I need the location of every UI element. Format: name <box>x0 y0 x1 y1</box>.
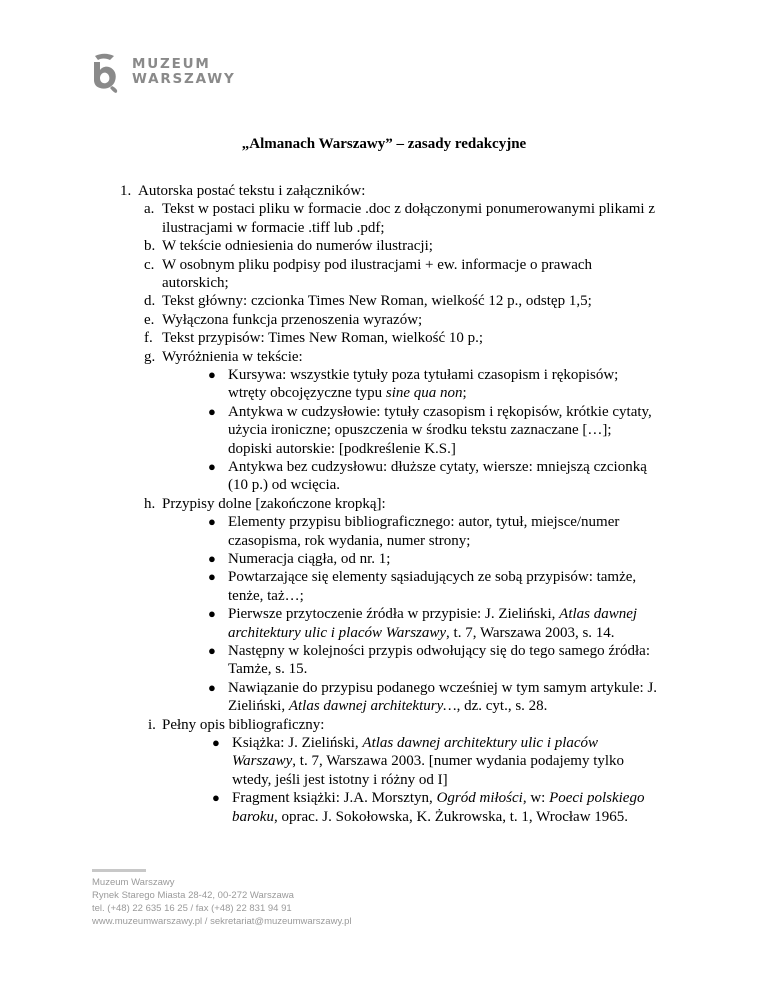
list-letter: f. <box>144 330 153 347</box>
bullet-line <box>0 771 768 789</box>
list-item-h <box>0 495 768 513</box>
bullet-item <box>0 403 768 421</box>
list-text: autorskich; <box>162 275 229 291</box>
bullet-item <box>0 568 768 586</box>
bullet-icon: ● <box>208 514 216 530</box>
bullet-item <box>0 642 768 660</box>
list-item-c <box>0 256 768 274</box>
list-text: Wyłączona funkcja przenoszenia wyrazów; <box>162 311 423 328</box>
list-item-a <box>0 200 768 218</box>
bullet-text: , t. 7, Warszawa 2003, s. 14. <box>446 624 615 641</box>
bullet-icon: ● <box>208 679 216 695</box>
bullet-text: Książka: J. Zieliński, <box>232 735 363 751</box>
list-text: Tekst przypisów: Times New Roman, wielkość 10 p.; <box>162 330 484 347</box>
bullet-text: dopiski autorskie: [podkreślenie K.S.] <box>228 440 456 457</box>
list-text: Tekst w postaci pliku w formacie .doc z dołączonymi ponumerowanymi plikami z <box>162 201 655 218</box>
bullet-text: , w: <box>522 790 550 807</box>
list-item-f <box>0 329 768 347</box>
list-number: 1. <box>120 183 132 199</box>
bullet-text: użycia ironiczne; opuszczenia w środku tekstu zaznaczane […]; <box>228 422 612 439</box>
bullet-text: Nawiązanie do przypisu podanego wcześniej w tym samym artykule: J. <box>228 679 658 696</box>
bullet-icon: ● <box>212 735 220 750</box>
list-line <box>0 219 768 237</box>
list-line <box>0 274 768 292</box>
bullet-text: Antykwa w cudzysłowie: tytuły czasopism i rękopisów, krótkie cytaty, <box>228 403 652 420</box>
bullet-text: Numeracja ciągła, od nr. 1; <box>228 551 391 567</box>
italic-text: Ogród miłości <box>436 790 523 807</box>
bullet-line <box>0 440 768 458</box>
list-item-i <box>0 716 768 734</box>
bullet-text: , t. 7, Warszawa 2003. [numer wydania podajemy tylko <box>292 753 625 770</box>
italic-text: architektury ulic i placów Warszawy <box>228 624 447 641</box>
list-letter: d. <box>144 293 156 310</box>
bullet-icon: ● <box>208 606 216 622</box>
italic-text: baroku <box>232 808 274 825</box>
italic-text: Atlas dawnej architektury… <box>288 698 457 715</box>
list-text: ilustracjami w formacie .tiff lub .pdf; <box>162 219 385 236</box>
bullet-icon: ● <box>208 403 216 419</box>
italic-text: Warszawy <box>232 753 293 770</box>
bullet-line <box>0 808 768 826</box>
bullet-text: Elementy przypisu bibliograficznego: autor, tytuł, miejsce/numer <box>228 514 620 531</box>
list-text: Tekst główny: czcionka Times New Roman, wielkość 12 p., odstęp 1,5; <box>162 293 592 310</box>
bullet-line <box>0 532 768 550</box>
bullet-item <box>0 605 768 623</box>
footer-web: www.muzeumwarszawy.pl / sekretariat@muzeumwarszawy.pl <box>92 916 352 927</box>
bullet-line <box>0 384 768 402</box>
list-item-1 <box>0 182 768 200</box>
list-text: W tekście odniesienia do numerów ilustracji; <box>162 238 433 255</box>
bullet-line <box>0 421 768 439</box>
bullet-text: Powtarzające się elementy sąsiadujących ze sobą przypisów: tamże, <box>228 569 637 586</box>
italic-text: Atlas dawnej architektury ulic i placów <box>362 735 599 751</box>
bullet-icon: ● <box>212 790 220 806</box>
list-text: Pełny opis bibliograficzny: <box>162 716 325 733</box>
bullet-line <box>0 587 768 605</box>
footer-phone: tel. (+48) 22 635 16 25 / fax (+48) 22 831 94 91 <box>92 903 292 914</box>
bullet-line <box>0 476 768 494</box>
bullet-text: tenże, taż…; <box>228 587 304 604</box>
footer-divider <box>92 869 146 872</box>
bullet-text: ; <box>462 385 467 402</box>
bullet-text: Tamże, s. 15. <box>228 661 308 678</box>
list-item-d <box>0 292 768 310</box>
footer-address: Rynek Starego Miasta 28-42, 00-272 Warszawa <box>92 890 294 901</box>
bullet-icon: ● <box>208 459 216 474</box>
bullet-icon: ● <box>208 551 216 566</box>
list-item-e <box>0 311 768 329</box>
list-text: Wyróżnienia w tekście: <box>162 348 303 365</box>
italic-text: Poeci polskiego <box>549 790 645 807</box>
bullet-text: Pierwsze przytoczenie źródła w przypisie: J. Zieliński, <box>228 606 560 623</box>
bullet-text: (10 p.) od wcięcia. <box>228 477 341 494</box>
list-text: Przypisy dolne [zakończone kropką]: <box>162 495 386 512</box>
bullet-item <box>0 734 768 752</box>
italic-text: Atlas dawnej <box>559 606 638 623</box>
bullet-text: , dz. cyt., s. 28. <box>456 698 548 715</box>
bullet-text: wtręty obcojęzyczne typu <box>228 385 386 402</box>
bullet-item <box>0 789 768 807</box>
list-letter: e. <box>144 311 155 328</box>
mermaid-logo-icon <box>92 50 126 94</box>
bullet-text: Następny w kolejności przypis odwołujący się do tego samego źródła: <box>228 643 650 659</box>
bullet-line <box>0 697 768 715</box>
bullet-text: wtedy, jeśli jest istotny i różny od I] <box>232 771 448 788</box>
bullet-text: Antykwa bez cudzysłowu: dłuższe cytaty, wiersze: mniejszą czcionką <box>228 459 647 475</box>
bullet-text: Fragment książki: J.A. Morsztyn, <box>232 790 437 807</box>
list-letter: c. <box>144 256 155 273</box>
bullet-item <box>0 550 768 568</box>
bullet-item <box>0 679 768 697</box>
italic-text: sine qua non <box>385 385 463 402</box>
logo-line-1: MUZEUM <box>132 56 211 72</box>
logo-wordmark <box>132 57 236 87</box>
bullet-line <box>0 752 768 770</box>
bullet-icon: ● <box>208 367 216 382</box>
list-text: Autorska postać tekstu i załączników: <box>138 183 366 199</box>
document-title: „Almanach Warszawy” – zasady redakcyjne <box>241 136 527 152</box>
list-letter: b. <box>144 238 156 255</box>
bullet-line <box>0 624 768 642</box>
bullet-icon: ● <box>208 569 216 585</box>
bullet-text: czasopisma, rok wydania, numer strony; <box>228 532 471 549</box>
bullet-text: , oprac. J. Sokołowska, K. Żukrowska, t. 1, Wrocław 1965. <box>273 808 629 825</box>
bullet-line <box>0 660 768 678</box>
footer <box>92 876 352 928</box>
logo-line-2: WARSZAWY <box>132 71 236 87</box>
bullet-item <box>0 458 768 476</box>
bullet-text: Zieliński, <box>228 698 289 715</box>
list-letter: h. <box>144 495 156 512</box>
bullet-text: Kursywa: wszystkie tytuły poza tytułami czasopism i rękopisów; <box>228 367 619 383</box>
footer-org-name: Muzeum Warszawy <box>92 877 175 888</box>
list-item-g <box>0 348 768 366</box>
museum-logo <box>92 50 236 94</box>
bullet-item <box>0 366 768 384</box>
list-letter: i. <box>148 716 156 733</box>
list-item-b <box>0 237 768 255</box>
list-letter: g. <box>144 348 156 365</box>
list-letter: a. <box>144 201 155 218</box>
list-text: W osobnym pliku podpisy pod ilustracjami + ew. informacje o prawach <box>162 256 593 273</box>
bullet-icon: ● <box>208 643 216 658</box>
bullet-item <box>0 513 768 531</box>
